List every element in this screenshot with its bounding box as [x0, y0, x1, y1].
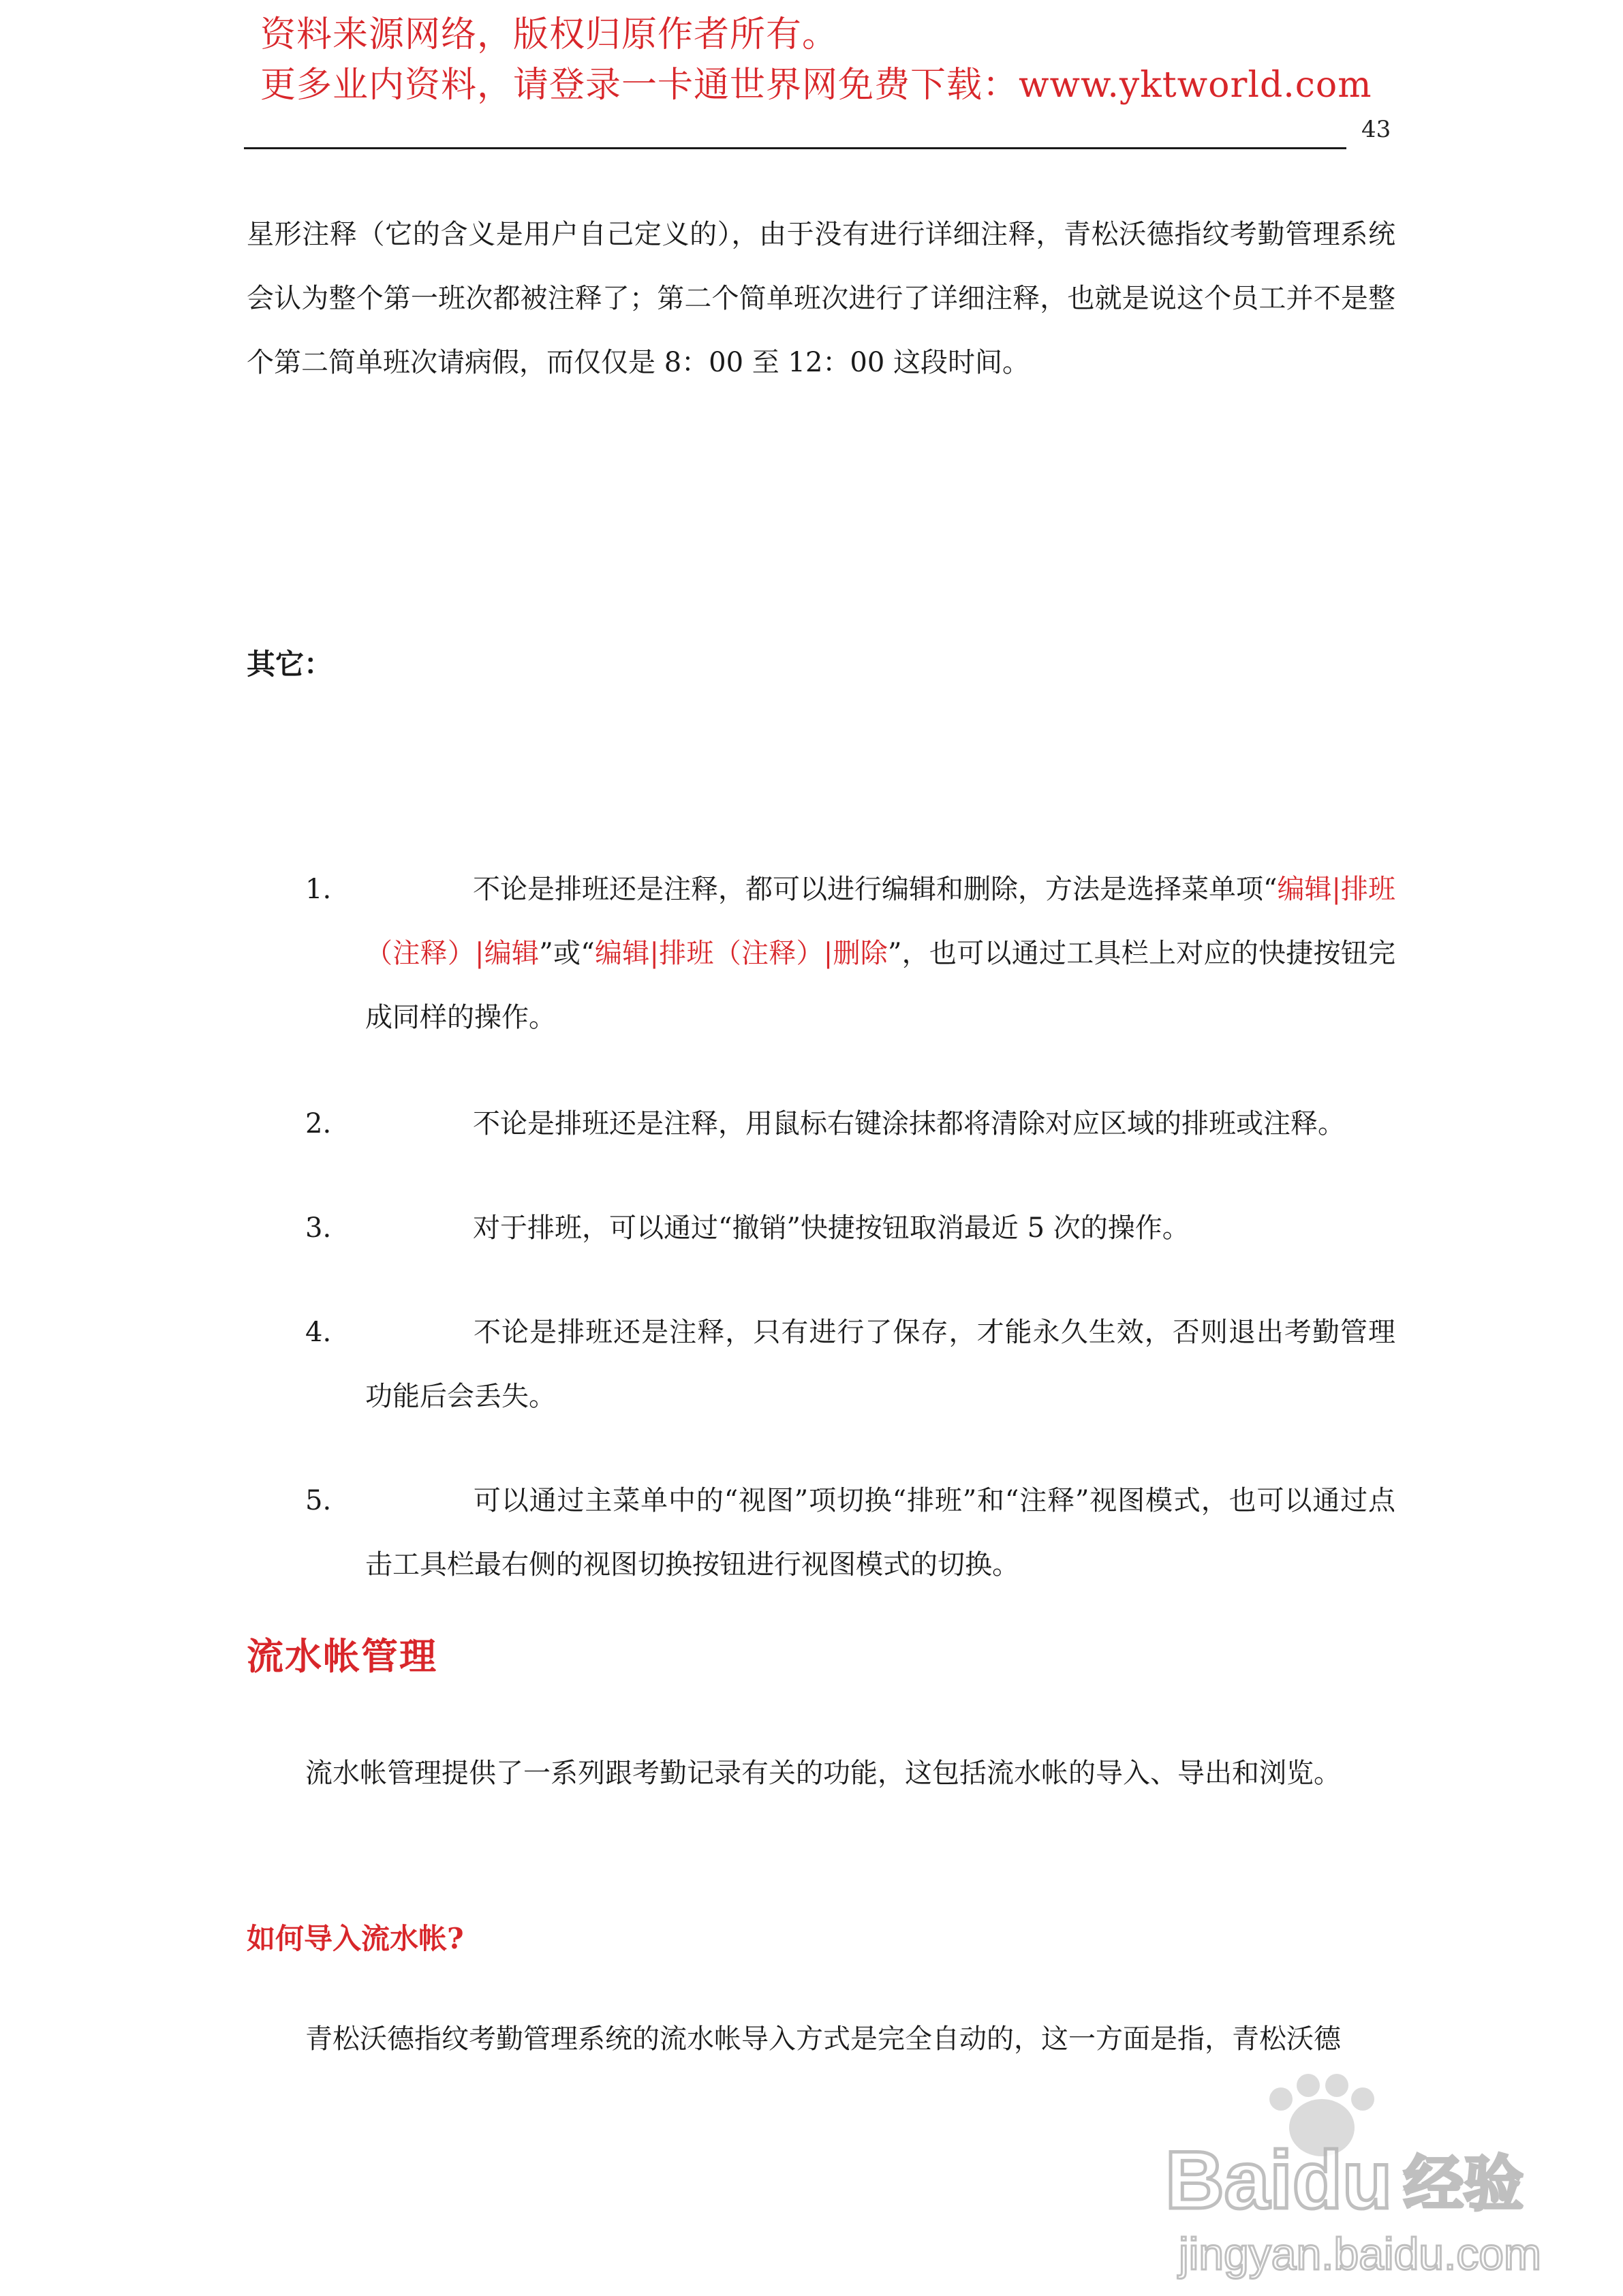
list-item-number: 3.: [305, 1212, 332, 1244]
baidu-watermark-logo: [1151, 2072, 1560, 2283]
page-number: 43: [1361, 116, 1391, 143]
menu-path-delete: 编辑|排班（注释）|删除: [594, 938, 888, 969]
watermark-suffix: 经验: [1404, 2149, 1524, 2219]
subsection-heading: 如何导入流水帐?: [247, 1922, 464, 1955]
source-notice-line: 资料来源网络，版权归原作者所有。: [260, 14, 839, 55]
summary-paragraph: 流水帐管理提供了一系列跟考勤记录有关的功能，这包括流水帐的导入、导出和浏览。: [305, 1758, 1341, 1789]
list-item-text: 不论是排班还是注释，都可以进行编辑和删除，方法是选择菜单项“编辑|排班（注释）|编辑”或“编辑|排班（注释）|删除”，也可以通过工具栏上对应的快捷按钮完成同样的操作。: [365, 874, 1396, 1033]
other-heading: 其它：: [247, 647, 333, 681]
list-item: [305, 1469, 1395, 1597]
list-item-text: 对于排班，可以通过“撤销”快捷按钮取消最近 5 次的操作。: [473, 1212, 1190, 1244]
list-item-text: 可以通过主菜单中的“视图”项切换“排班”和“注释”视图模式，也可以通过点击工具栏最右侧的视图切换按钮进行视图模式的切换。: [365, 1485, 1395, 1580]
list-item-number: 4.: [305, 1317, 332, 1348]
menu-path-edit: 编辑|排班（注释）|编辑: [365, 874, 1396, 969]
watermark-url: jingyan.baidu.com: [1179, 2229, 1541, 2279]
list-item: [305, 857, 1395, 1050]
download-notice-line: 更多业内资料，请登录一卡通世界网免费下载：www.yktworld.com: [260, 65, 1372, 106]
section-heading: 流水帐管理: [247, 1634, 437, 1678]
list-item: [305, 1300, 1395, 1428]
list-item-number: 2.: [305, 1108, 332, 1139]
list-item: [305, 1196, 1395, 1260]
import-paragraph: 青松沃德指纹考勤管理系统的流水帐导入方式是完全自动的，这一方面是指，青松沃德: [305, 2023, 1341, 2055]
list-item-number: 1.: [305, 874, 332, 905]
list-item: [305, 1092, 1395, 1156]
intro-paragraph: 星形注释（它的含义是用户自己定义的），由于没有进行详细注释，青松沃德指纹考勤管理系统会认为整个第一班次都被注释了；第二个简单班次进行了详细注释，也就是说这个员工并不是整个第二简单班次请病假，而仅仅是 8：00 至 12：00 这段时间。: [247, 219, 1395, 378]
list-item-number: 5.: [305, 1485, 332, 1516]
header-divider: [244, 147, 1346, 149]
watermark-brand: Baidu: [1165, 2134, 1393, 2226]
list-item-text: 不论是排班还是注释，用鼠标右键涂抹都将清除对应区域的排班或注释。: [473, 1108, 1345, 1139]
list-item-text: 不论是排班还是注释，只有进行了保存，才能永久生效，否则退出考勤管理功能后会丢失。: [365, 1317, 1395, 1412]
